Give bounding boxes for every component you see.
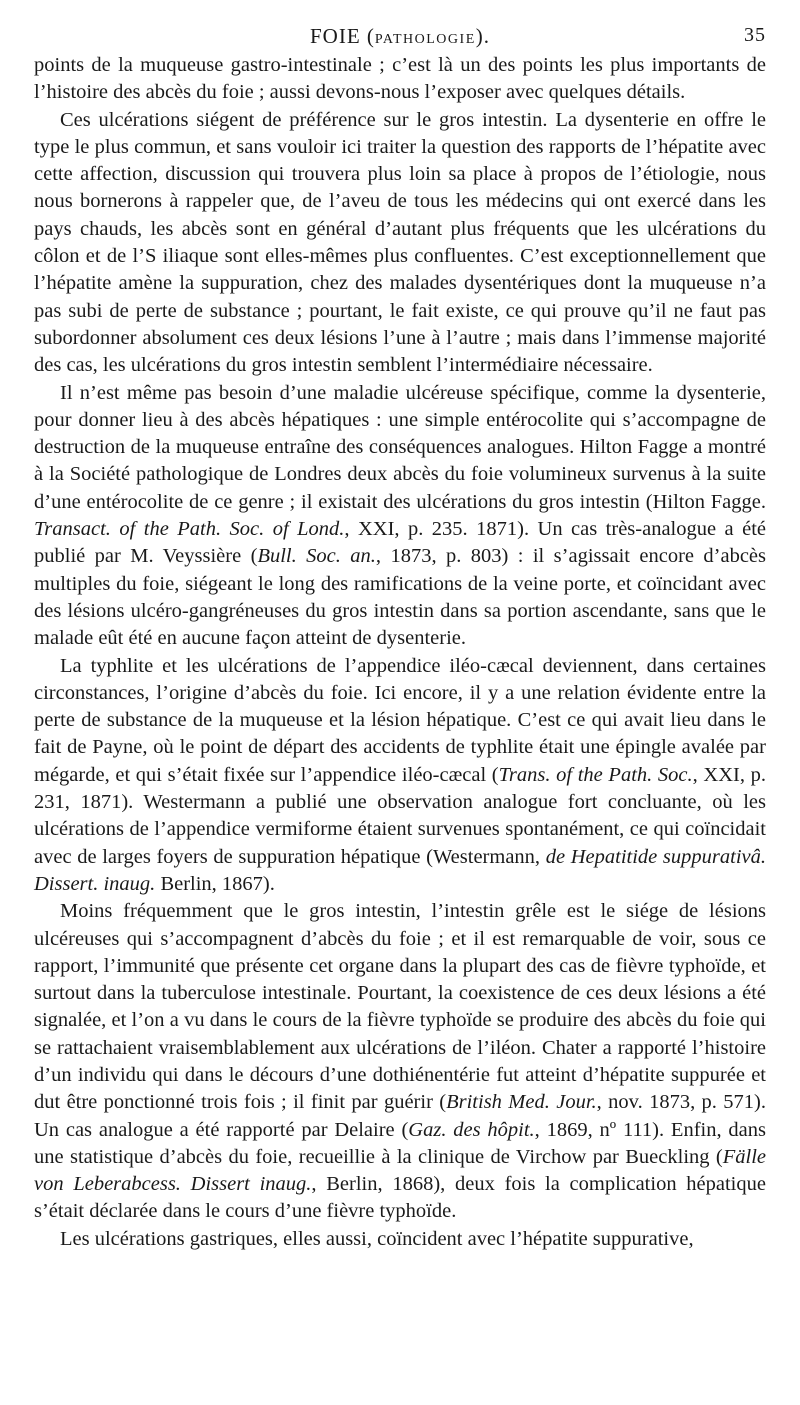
- paragraph-text: Berlin, 1867).: [155, 872, 275, 895]
- citation-italic: Fälle von Leberabcess. Dissert inaug.: [34, 1145, 766, 1196]
- running-title-subject: PATHOLOGIE: [374, 32, 476, 47]
- paragraph-text: , Berlin, 1868), deux fois la complication hépatique s’était déclarée dans le cours d’une fièvre typhoïde.: [34, 1173, 766, 1223]
- paragraph: [34, 653, 766, 899]
- running-title-main: FOIE (: [310, 24, 375, 48]
- paragraph-text: , 1873, p. 803) : il s’agissait encore d’abcès multiples du foie, siégeant le long des ramifications de la veine porte, et coïncidant avec des lésions ulcéro-gangréneuses du gros intestin dans sa portion ascendante, sans que le malade eût été en aucune façon atteint de dysenterie.: [34, 545, 767, 650]
- running-head: [34, 20, 766, 52]
- paragraph: [34, 380, 766, 653]
- paragraph-text: Moins fréquemment que le gros intestin, l’intestin grêle est le siége de lésions ulcéreuses qui s’accompagnent d’abcès du foie ; et il est remarquable de voir, sous ce rapport, l’immunité que présente cet organe dans la plupart des cas de fièvre typhoïde, et surtout dans la tuberculose intestinale. Pourtant, la coexistence de ces deux lésions a été signalée, et l’on a vu dans le cours de la fièvre typhoïde se produire des abcès du foie qui se rattachaient vraisemblablement aux ulcérations de l’iléon. Chater a rapporté l’histoire d’un individu qui dans le décours d’une dothiénentérie fut atteint d’hépatite suppurée et dut être ponctionné trois fois ; il finit par guérir (: [34, 900, 766, 1114]
- citation-italic: Transact. of the Path. Soc. of Lond.: [34, 518, 345, 541]
- paragraph: [34, 1226, 766, 1253]
- citation-italic: de Hepatitide suppurativâ. Dissert. inaug.: [34, 845, 766, 895]
- paragraph: [34, 107, 766, 380]
- paragraph-text: Les ulcérations gastriques, elles aussi, coïncident avec l’hépatite suppurative,: [60, 1227, 694, 1250]
- paragraph-text: , XXI, p. 231, 1871). Westermann a publié une observation analogue fort concluante, où les ulcérations de l’appendice vermiforme étaient survenues spontanément, ce qui coïncidait avec de larges foyers de suppuration hépatique (Westermann,: [34, 763, 766, 868]
- citation-italic: British Med. Jour.: [446, 1091, 597, 1114]
- page-number: 35: [744, 24, 766, 46]
- paragraph-text: Ces ulcérations siégent de préférence sur le gros intestin. La dysenterie en offre le type le plus commun, et sans vouloir ici traiter la question des rapports de l’hépatite avec cette affection, discussion qui trouvera plus loin sa place à propos de l’étiologie, nous nous bornerons à rappeler que, de l’aveu de tous les médecins qui ont exercé dans les pays chauds, les abcès sont en général d’autant plus fréquents que les ulcérations du côlon et de l’S iliaque sont elles-mêmes plus confluentes. C’est exceptionnellement que l’hépatite amène la suppuration, chez des malades dysentériques dont la muqueuse n’a pas subi de perte de substance ; pourtant, le fait existe, ce qui prouve qu’il ne faut pas subordonner absolument ces deux lésions l’une à l’autre ; mais dans l’immense majorité des cas, les ulcérations du gros intestin semblent l’intermédiaire nécessaire.: [34, 108, 766, 377]
- citation-italic: Bull. Soc. an.: [257, 545, 376, 568]
- paragraph-text: , XXI, p. 235. 1871). Un cas très-analogue a été publié par M. Veyssière (: [34, 518, 766, 568]
- paragraph-text: points de la muqueuse gastro-intestinale ; c’est là un des points les plus importants de l’histoire des abcès du foie ; aussi devons-nous l’exposer avec quelques détails.: [34, 54, 766, 104]
- paragraph: [34, 52, 766, 107]
- paragraph: [34, 898, 766, 1226]
- running-title-end: ).: [475, 24, 490, 48]
- paragraph-text: , nov. 1873, p. 571). Un cas analogue a été rapporté par Delaire (: [34, 1091, 767, 1141]
- citation-italic: Trans. of the Path. Soc.: [498, 763, 693, 786]
- book-page: [34, 20, 766, 1253]
- paragraph-text: , 1869, nº 111). Enfin, dans une statistique d’abcès du foie, recueillie à la clinique de Virchow par Bueckling (: [34, 1118, 766, 1168]
- body-text: [34, 52, 766, 1253]
- paragraph-text: Il n’est même pas besoin d’une maladie ulcéreuse spécifique, comme la dysenterie, pour donner lieu à des abcès hépatiques : une simple entérocolite qui s’accompagne de destruction de la muqueuse entraîne des conséquences analogues. Hilton Fagge a montré à la Société pathologique de Londres deux abcès du foie volumineux survenus à la suite d’une entérocolite de ce genre ; il existait des ulcérations du gros intestin (Hilton Fagge.: [34, 381, 766, 513]
- citation-italic: Gaz. des hôpit.: [408, 1118, 535, 1141]
- paragraph-text: La typhlite et les ulcérations de l’appendice iléo-cæcal deviennent, dans certaines circonstances, l’origine d’abcès du foie. Ici encore, il y a une relation évidente entre la perte de substance de la muqueuse et la lésion hépatique. C’est ce qui avait lieu dans le fait de Payne, où le point de départ des accidents de typhlite était une épingle avalée par mégarde, et qui s’était fixée sur l’appendice iléo-cæcal (: [34, 654, 766, 786]
- running-title: [34, 24, 766, 49]
